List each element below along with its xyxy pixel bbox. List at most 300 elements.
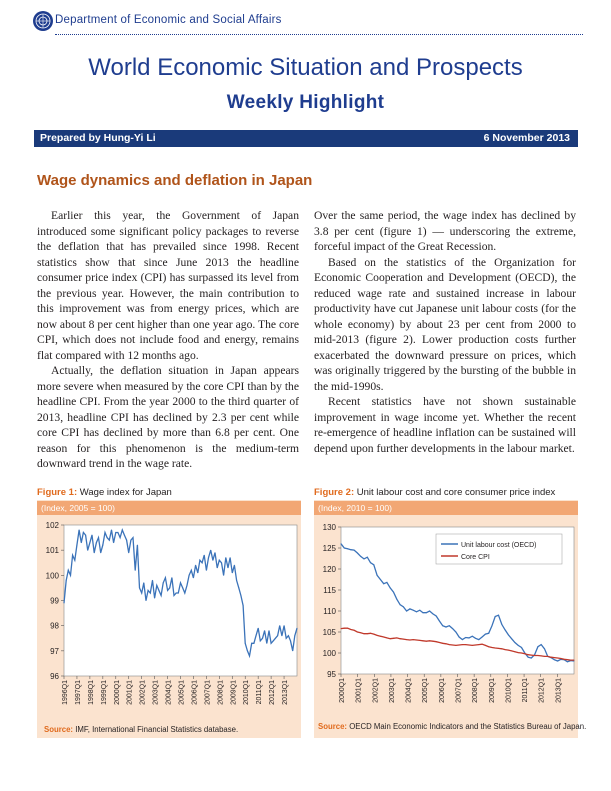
data-point [531,655,532,656]
data-point [482,637,483,638]
x-tick-label: 1998Q1 [87,680,95,705]
data-point [105,532,106,533]
data-point [277,635,278,636]
data-point [544,648,545,649]
data-point [416,611,417,612]
data-point [297,628,298,629]
y-tick-label: 110 [323,607,336,616]
data-point [557,661,558,662]
x-tick-label: 2000Q1 [113,680,121,705]
x-tick-label: 2004Q1 [165,680,173,705]
data-point [234,565,235,566]
data-point [396,599,397,600]
x-tick-label: 2010Q1 [505,678,513,703]
publication-date: 6 November 2013 [483,132,570,144]
report-title: World Economic Situation and Prospects [88,54,523,81]
data-point [111,530,112,531]
data-point [367,633,368,634]
data-point [281,635,282,636]
data-point [126,540,127,541]
figure-2-chart [314,515,578,721]
data-point [137,545,138,546]
x-tick-label: 1996Q1 [62,680,69,705]
data-point [547,656,548,657]
data-point [117,532,118,533]
data-point [531,658,532,659]
data-point [560,658,561,659]
data-point [446,627,447,628]
data-point [219,560,220,561]
article-title: Wage dynamics and deflation in Japan [37,172,313,189]
x-tick-label: 2010Q1 [243,680,251,705]
data-point [236,580,237,581]
data-point [288,635,289,636]
y-tick-label: 125 [322,544,336,553]
data-point [364,633,365,634]
data-point [567,659,568,660]
data-point [191,570,192,571]
data-point [98,537,99,538]
data-point [247,650,248,651]
data-point [156,585,157,586]
data-point [449,625,450,626]
y-tick-label: 98 [50,621,59,631]
data-point [212,560,213,561]
data-point [146,600,147,601]
data-point [403,606,404,607]
paragraph: Based on the statistics of the Organization for Economic Cooperation and Development (OECD), the reduced wage rate and sustained increase in labour productivity have cut Japanese unit labour costs (for the whole economy) by about 23 per cent from 2000 to mid-2013 (figure 2). Lower production costs further exacerbated the downward pressure on prices, which was originally triggered by the bursting of the bubble in the mid-1990s. [314,255,576,393]
data-point [511,650,512,651]
data-point [390,638,391,639]
data-point [475,638,476,639]
data-point [357,553,358,554]
x-tick-label: 2001Q1 [126,680,134,705]
x-tick-label: 2004Q1 [405,678,413,703]
data-point [495,616,496,617]
data-point [472,645,473,646]
data-point [551,657,552,658]
data-point [426,641,427,642]
data-point [383,583,384,584]
data-point [92,535,93,536]
data-point [462,644,463,645]
data-point [406,639,407,640]
data-point [269,630,270,631]
data-point [79,530,80,531]
data-point [115,532,116,533]
y-tick-label: 96 [50,672,59,681]
data-point [449,644,450,645]
x-tick-label: 2011Q1 [256,680,264,705]
data-point [367,557,368,558]
data-point [264,630,265,631]
data-point [390,587,391,588]
data-point [100,552,101,553]
paragraph: Actually, the deflation situation in Japan appears more severe when measured by the core CPI than by the headline CPI. From the year 2000 to the third quarter of 2013, headline CPI has declined by 2.3 per cent while core CPI has declined by more than 6.8 per cent. One reason for this phenomenon is the medium-term downward trend in the wage rate. [37,364,299,470]
data-point [87,550,88,551]
data-point [554,659,555,660]
data-point [508,634,509,635]
data-point [341,543,342,544]
y-tick-label: 100 [45,571,59,581]
x-tick-label: 2011Q1 [522,678,530,703]
x-tick-label: 2003Q1 [152,680,160,705]
un-emblem-icon [32,10,54,32]
data-point [528,657,529,658]
data-point [514,651,515,652]
data-point [442,643,443,644]
data-point [446,643,447,644]
data-point [341,628,342,629]
data-point [478,639,479,640]
data-point [354,550,355,551]
figure-2-source-label: Source: [318,722,348,731]
data-point [564,659,565,660]
data-point [206,570,207,571]
data-point [279,625,280,626]
y-tick-label: 115 [323,586,336,595]
data-point [225,557,226,558]
data-point [70,575,71,576]
data-point [262,638,263,639]
data-point [528,654,529,655]
data-point [567,661,568,662]
x-tick-label: 1997Q1 [74,680,82,705]
data-point [459,637,460,638]
data-point [260,640,261,641]
data-point [130,540,131,541]
data-point [485,645,486,646]
data-point [68,570,69,571]
data-point [419,640,420,641]
data-point [290,640,291,641]
data-point [107,537,108,538]
x-tick-label: 2013Q1 [282,680,290,705]
data-point [541,644,542,645]
y-tick-label: 105 [322,628,336,637]
data-point [74,560,75,561]
data-point [492,625,493,626]
data-point [109,540,110,541]
data-point [178,593,179,594]
data-point [221,562,222,563]
data-point [76,545,77,546]
figure-1-source-label: Source: [44,725,74,734]
data-point [122,530,123,531]
data-point [469,637,470,638]
data-point [230,557,231,558]
figure-1-source-text: IMF, International Financial Statistics database. [75,725,239,734]
data-point [495,648,496,649]
data-point [472,636,473,637]
header-divider [55,34,583,35]
data-point [505,649,506,650]
data-point [240,595,241,596]
data-point [413,639,414,640]
data-point [400,604,401,605]
data-point [439,642,440,643]
data-point [475,645,476,646]
data-point [570,660,571,661]
x-tick-label: 2003Q1 [388,678,396,703]
data-point [413,610,414,611]
data-point [409,608,410,609]
data-point [465,644,466,645]
data-point [72,555,73,556]
data-point [357,632,358,633]
figure-1-title-text: Wage index for Japan [79,487,172,498]
data-point [189,575,190,576]
legend-label: Core CPI [461,554,490,561]
data-point [459,645,460,646]
data-point [518,645,519,646]
data-point [182,587,183,588]
data-point [350,549,351,550]
data-point [292,650,293,651]
data-point [208,557,209,558]
data-point [406,611,407,612]
paragraph: Earlier this year, the Government of Japan introduced some significant policy packages to reverse the deflation that has prevailed since 1998. Recent statistics show that since June 2013 the headline consumer price index (CPI) has surpassed its level from the previous year. However, the main contribution to this improvement was from energy prices, which are now about 8 per cent higher than one year ago. The core CPI, which does not include food and energy, remains flat compared with 12 months ago. [37,209,299,362]
data-point [436,641,437,642]
data-point [176,593,177,594]
report-subtitle: Weekly Highlight [226,92,385,113]
data-point [210,550,211,551]
data-point [204,555,205,556]
y-tick-label: 99 [50,596,59,606]
data-point [439,621,440,622]
y-tick-label: 97 [50,646,59,656]
data-point [238,587,239,588]
data-point [354,630,355,631]
data-point [432,613,433,614]
x-tick-label: 2008Q1 [472,678,480,703]
x-tick-label: 2007Q1 [204,680,212,705]
data-point [364,558,365,559]
figure-1-title [37,487,172,498]
data-point [139,587,140,588]
data-point [518,652,519,653]
data-point [377,635,378,636]
x-tick-label: 2009Q1 [488,678,496,703]
data-point [124,535,125,536]
data-point [228,567,229,568]
data-point [154,598,155,599]
data-point [199,560,200,561]
data-point [81,542,82,543]
figure-2-label: Figure 2: [314,487,355,498]
data-point [488,633,489,634]
data-point [271,643,272,644]
x-tick-label: 2012Q1 [269,680,277,705]
department-name: Department of Economic and Social Affairs [55,14,282,26]
data-point [273,640,274,641]
figure-1-label: Figure 1: [37,487,78,498]
data-point [85,535,86,536]
data-point [360,556,361,557]
data-point [485,634,486,635]
data-point [482,644,483,645]
data-point [245,643,246,644]
data-point [423,612,424,613]
data-point [284,625,285,626]
data-point [455,632,456,633]
data-point [243,605,244,606]
data-point [223,575,224,576]
data-point [165,577,166,578]
data-point [452,628,453,629]
legend-label: Unit labour cost (OECD) [461,542,537,549]
data-point [294,635,295,636]
x-tick-label: 2002Q1 [372,678,380,703]
x-tick-label: 2012Q1 [538,678,546,703]
data-point [135,570,136,571]
data-point [514,642,515,643]
data-point [120,537,121,538]
y-tick-label: 130 [322,523,336,532]
data-point [148,590,149,591]
x-tick-label: 2002Q1 [139,680,147,705]
y-tick-label: 120 [322,565,336,574]
data-point [256,635,257,636]
data-point [202,562,203,563]
data-point [429,611,430,612]
data-point [167,590,168,591]
data-point [423,640,424,641]
data-point [347,548,348,549]
data-point [393,638,394,639]
x-tick-label: 2009Q1 [230,680,238,705]
figure-2-title-text: Unit labour cost and core consumer price index [356,487,556,498]
data-point [286,638,287,639]
data-point [150,593,151,594]
figure-2-index-note: (Index, 2010 = 100) [314,501,578,515]
y-tick-label: 101 [45,546,59,556]
data-point [524,653,525,654]
legend-box [436,534,562,564]
data-point [184,593,185,594]
data-point [442,625,443,626]
y-tick-label: 95 [327,670,336,679]
data-point [232,572,233,573]
data-point [344,548,345,549]
data-point [128,552,129,553]
data-point [169,587,170,588]
data-point [386,582,387,583]
data-point [161,595,162,596]
data-point [102,545,103,546]
data-point [541,655,542,656]
data-point [350,629,351,630]
data-point [544,656,545,657]
data-point [501,648,502,649]
data-point [465,637,466,638]
data-point [537,655,538,656]
data-point [217,567,218,568]
data-point [158,590,159,591]
data-point [498,615,499,616]
data-point [89,542,90,543]
x-tick-label: 1999Q1 [100,680,108,705]
data-point [478,644,479,645]
data-point [163,582,164,583]
data-point [462,639,463,640]
x-tick-label: 2013Q1 [555,678,563,703]
data-point [373,634,374,635]
data-point [83,532,84,533]
data-point [94,552,95,553]
data-point [521,653,522,654]
x-tick-label: 2007Q1 [455,678,463,703]
data-point [508,650,509,651]
data-point [113,542,114,543]
data-point [215,552,216,553]
y-tick-label: 100 [322,649,336,658]
paragraph: Recent statistics have not shown sustainable improvement in wage income yet. Whether the recent re-emergence of headline inflation can be sustained will depend upon further developments in the labour market. [314,395,576,455]
figure-1-index-note: (Index, 2005 = 100) [37,501,301,515]
article-column-2 [314,208,576,456]
data-point [396,637,397,638]
x-tick-label: 2000Q1 [339,678,346,703]
plot-area [64,525,297,676]
figure-2-title [314,487,555,498]
data-point [557,658,558,659]
data-point [360,632,361,633]
data-point [275,638,276,639]
data-point [266,643,267,644]
data-point [370,562,371,563]
data-point [537,646,538,647]
x-tick-label: 2001Q1 [355,678,363,703]
data-point [383,637,384,638]
data-point [492,647,493,648]
data-point [534,655,535,656]
figure-1-source [44,725,238,734]
data-point [501,624,502,625]
data-point [64,603,65,604]
data-point [521,647,522,648]
data-point [400,638,401,639]
data-point [174,595,175,596]
data-point [511,638,512,639]
data-point [432,641,433,642]
data-point [96,542,97,543]
x-tick-label: 2006Q1 [191,680,199,705]
data-point [143,582,144,583]
data-point [347,628,348,629]
data-point [373,564,374,565]
x-tick-label: 2006Q1 [438,678,446,703]
data-point [403,639,404,640]
data-point [344,628,345,629]
data-point [429,640,430,641]
data-point [152,580,153,581]
data-point [187,585,188,586]
figure-1-chart [37,515,301,721]
figure-2-source [318,722,586,731]
data-point [554,657,555,658]
data-point [419,610,420,611]
author-date-bar [34,130,578,147]
data-point [141,593,142,594]
data-point [253,643,254,644]
data-point [386,637,387,638]
data-point [416,640,417,641]
data-point [436,616,437,617]
data-point [377,575,378,576]
data-point [469,645,470,646]
data-point [66,580,67,581]
data-point [249,655,250,656]
